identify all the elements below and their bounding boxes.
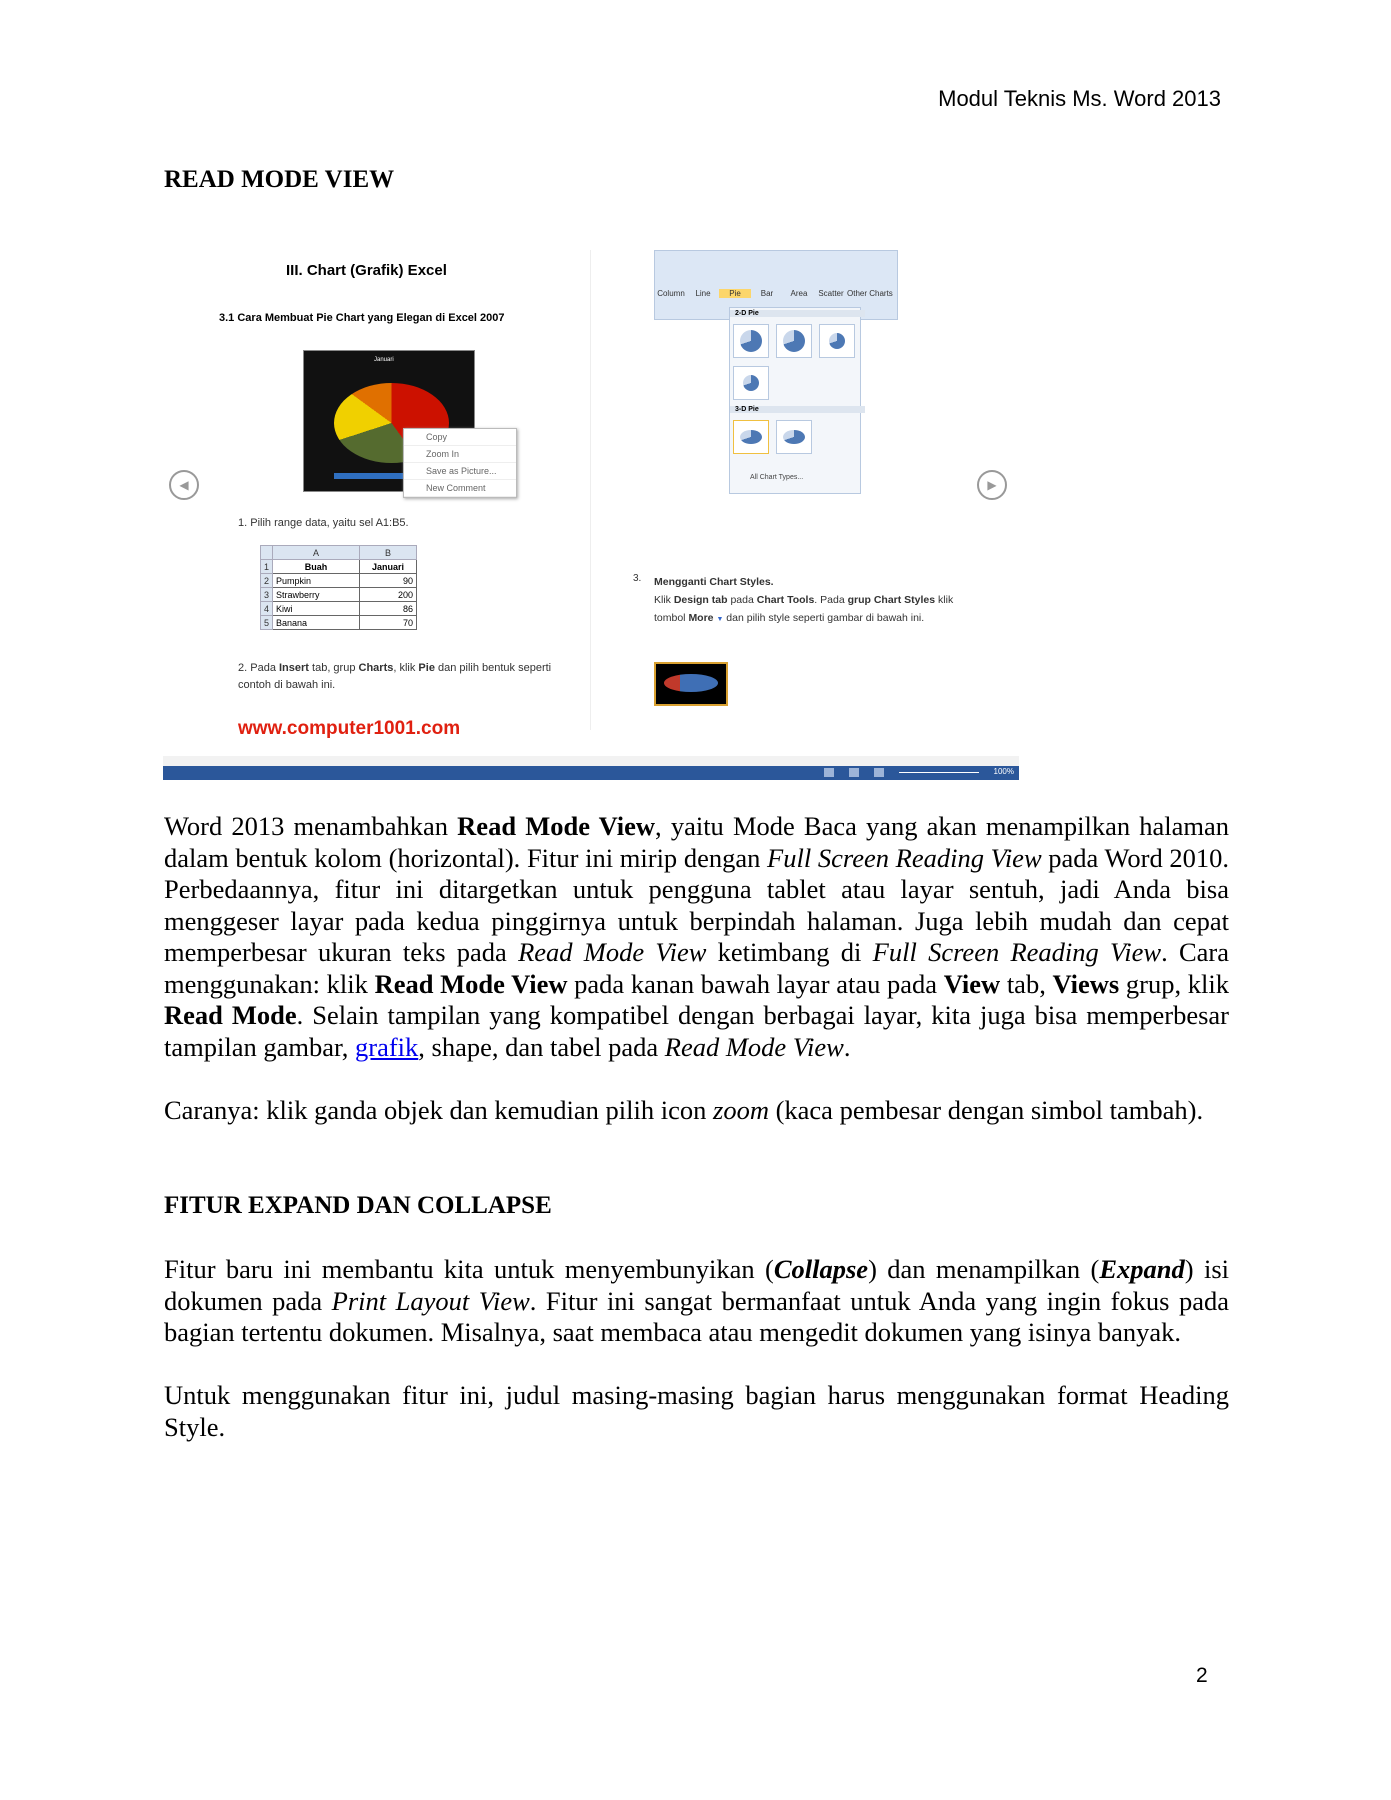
all-chart-types-link[interactable]: All Chart Types... [750, 474, 804, 481]
ribbon-other-charts-button[interactable]: Other Charts [847, 289, 893, 298]
gallery-2d-label: 2-D Pie [730, 310, 865, 317]
zoom-slider[interactable] [899, 772, 979, 773]
ribbon-bar-button[interactable]: Bar [760, 289, 774, 298]
paragraph-caranya: Caranya: klik ganda objek dan kemudian pilih icon zoom (kaca pembesar dengan simbol tambah). [164, 1095, 1204, 1125]
table-row: 3 Strawberry 200 [261, 588, 417, 602]
table-row: 1 Buah Januari [261, 560, 417, 574]
pie-of-pie-option[interactable] [819, 324, 855, 358]
ribbon-column-button[interactable]: Column [657, 289, 685, 298]
ribbon-line-button[interactable]: Line [695, 289, 711, 298]
menu-item-save-as-picture[interactable]: Save as Picture... [404, 463, 516, 480]
grafik-link[interactable]: grafik [355, 1031, 419, 1062]
bar-of-pie-option[interactable] [733, 366, 769, 400]
menu-item-zoom-in[interactable]: Zoom In [404, 446, 516, 463]
running-header: Modul Teknis Ms. Word 2013 [938, 86, 1221, 111]
table-row: 5 Banana 70 [261, 616, 417, 630]
pie-3d-option[interactable] [733, 420, 769, 454]
section-heading-read-mode: READ MODE VIEW [164, 166, 395, 193]
ribbon-area-button[interactable]: Area [790, 289, 808, 298]
section-heading-expand-collapse: FITUR EXPAND DAN COLLAPSE [164, 1192, 552, 1219]
table-row: 4 Kiwi 86 [261, 602, 417, 616]
step-3-number: 3. [633, 573, 642, 584]
chart-title: Januari [374, 357, 394, 363]
more-dropdown-icon: ▼ [716, 616, 724, 623]
web-layout-icon[interactable] [874, 768, 884, 777]
read-mode-icon[interactable] [824, 768, 834, 777]
pie-gallery [729, 307, 861, 494]
previous-page-button[interactable] [169, 470, 199, 500]
status-bar [163, 766, 1019, 780]
excel-data-table [260, 545, 417, 630]
paragraph-expand-collapse: Fitur baru ini membantu kita untuk menyembunyikan (Collapse) dan menampilkan (Expand) isi dokumen pada Print Layout View. Fitur ini sangat bermanfaat untuk Anda yang ingin fokus pada bagian tertentu dokumen. Misalnya, saat membaca atau mengedit dokumen yang isinya banyak. [164, 1254, 1230, 1347]
column-header: B [360, 546, 417, 560]
paragraph-read-mode: Word 2013 menambahkan Read Mode View, yaitu Mode Baca yang akan menampilkan halaman dalam bentuk kolom (horizontal). Fitur ini mirip dengan Full Screen Reading View pada Word 2010. Perbedaannya, fitur ini ditargetkan untuk pengguna tablet atau layar sentuh, jadi Anda bisa menggeser layar pada kedua pinggirnya untuk berpindah halaman. Juga lebih mudah dan cepat memperbesar ukuran teks pada Read Mode View ketimbang di Full Screen Reading View. Cara menggunakan: klik Read Mode View pada kanan bawah layar atau pada View tab, Views grup, klik Read Mode. Selain tampilan yang kompatibel dengan berbagai layar, kita juga bisa memperbesar tampilan gambar, grafik, shape, dan tabel pada Read Mode View. [164, 811, 1229, 1062]
exploded-pie-3d-option[interactable] [776, 420, 812, 454]
step-1: 1. Pilih range data, yaitu sel A1:B5. [238, 517, 409, 529]
gallery-3d-label: 3-D Pie [730, 406, 865, 413]
menu-item-new-comment[interactable]: New Comment [404, 480, 516, 497]
context-menu [403, 428, 517, 498]
column-header: A [273, 546, 360, 560]
page-scroll-area [163, 756, 1019, 766]
read-mode-screenshot [163, 250, 1019, 780]
ribbon-pie-button[interactable]: Pie [719, 289, 751, 298]
chart-style-thumbnail [654, 662, 728, 706]
step-2: 2. Pada Insert tab, grup Charts, klik Pie dan pilih bentuk seperti contoh di bawah ini. [238, 662, 552, 691]
watermark-url: www.computer1001.com [238, 718, 461, 739]
pie-2d-option[interactable] [733, 324, 769, 358]
subheading: 3.1 Cara Membuat Pie Chart yang Elegan di Excel 2007 [219, 312, 505, 324]
zoom-level[interactable]: 100% [993, 767, 1014, 776]
paragraph-heading-style: Untuk menggunakan fitur ini, judul masing-masing bagian harus menggunakan format Heading Style. [164, 1380, 1229, 1442]
chevron-left-icon: ◀ [179, 478, 189, 492]
page-number: 2 [1196, 1664, 1208, 1687]
table-row: 2 Pumpkin 90 [261, 574, 417, 588]
menu-item-copy[interactable]: Copy [404, 429, 516, 446]
print-layout-icon[interactable] [849, 768, 859, 777]
chapter-title: III. Chart (Grafik) Excel [286, 262, 447, 279]
column-divider [590, 250, 591, 730]
chevron-right-icon: ▶ [987, 478, 997, 492]
exploded-pie-2d-option[interactable] [776, 324, 812, 358]
step-3: Mengganti Chart Styles. Klik Design tab pada Chart Tools. Pada grup Chart Styles klik tombol More ▼ dan pilih style seperti gambar di bawah ini. [654, 576, 954, 624]
ribbon-scatter-button[interactable]: Scatter [818, 289, 844, 298]
next-page-button[interactable] [977, 470, 1007, 500]
